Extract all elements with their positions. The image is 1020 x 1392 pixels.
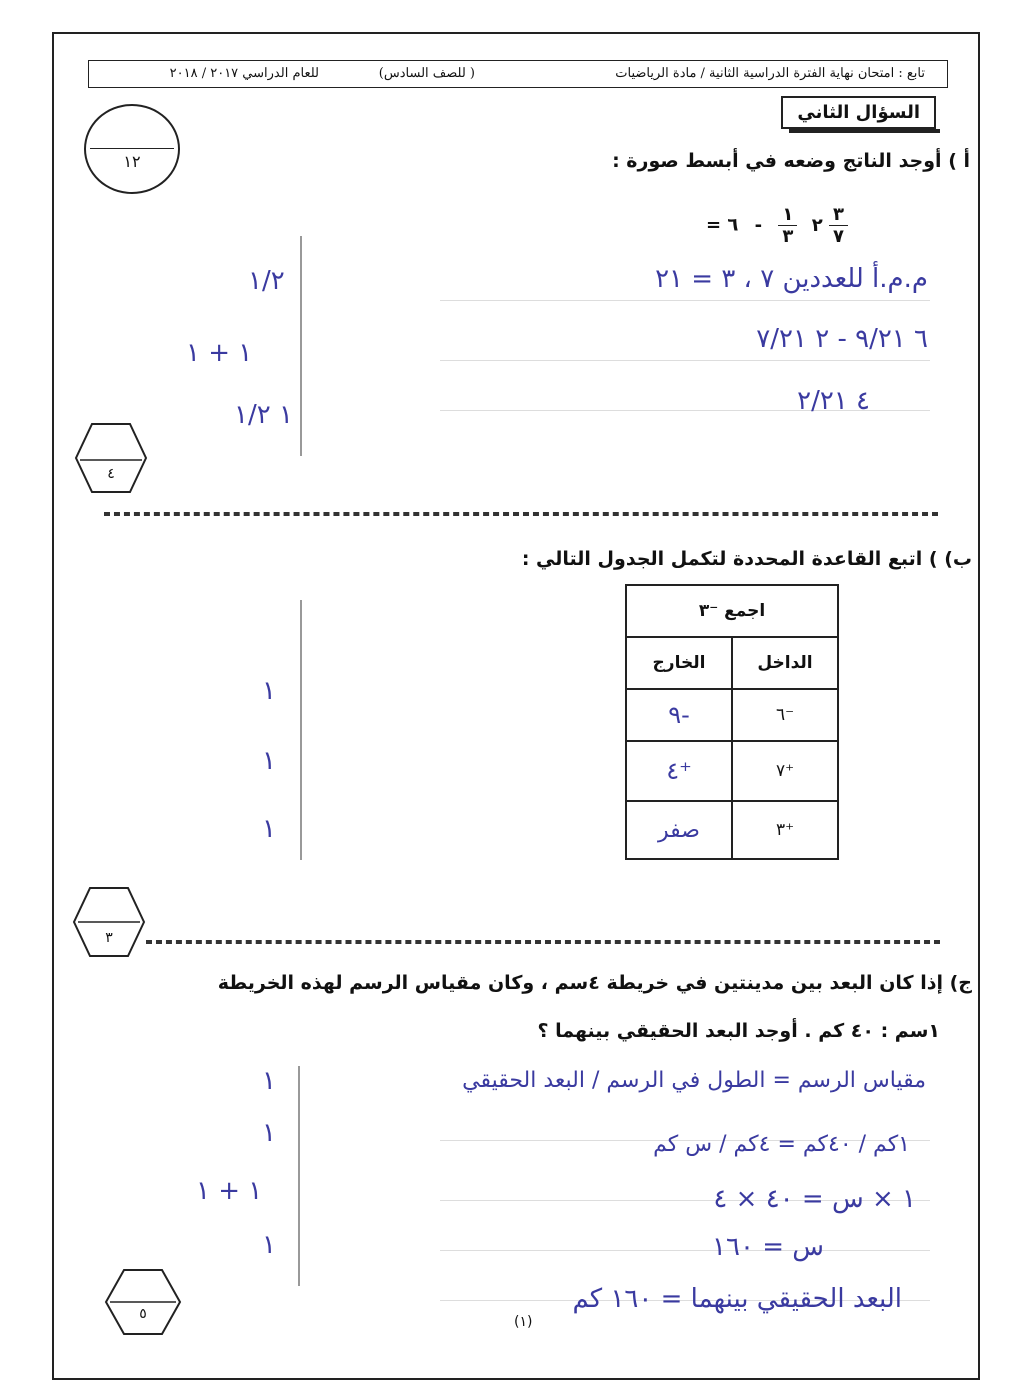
year-label: للعام الدراسي ٢٠١٧ / ٢٠١٨	[169, 66, 319, 81]
part-a-score-hexagon	[74, 422, 148, 494]
part-a-mark-2: ١ + ١	[186, 338, 253, 368]
part-c-mark-2: ١	[262, 1118, 276, 1148]
footnote-mark: (١)	[514, 1314, 533, 1330]
part-c-answer-1: مقياس الرسم = الطول في الرسم / البعد الحقيقي	[462, 1068, 926, 1093]
part-a-mark-1: ١/٢	[248, 266, 285, 296]
margin-line-c	[298, 1066, 300, 1286]
col-in-header: الداخل	[732, 637, 838, 689]
separator-2	[146, 940, 940, 944]
part-c-answer-5: البعد الحقيقي بينهما = ١٦٠ كم	[572, 1284, 902, 1314]
question-title: السؤال الثاني	[781, 96, 936, 129]
separator-1	[104, 512, 938, 516]
col-out-header: الخارج	[626, 637, 732, 689]
total-score-circle	[84, 104, 180, 194]
part-a-answer-3: ٤ ٢/٢١	[797, 386, 870, 416]
part-b-mark-3: ١	[262, 814, 276, 844]
margin-line-a	[300, 236, 302, 456]
part-c-score-hexagon	[104, 1268, 182, 1336]
margin-line-b	[300, 600, 302, 860]
part-b-prompt: ب) ) اتبع القاعدة المحددة لتكمل الجدول التالي :	[521, 548, 972, 570]
part-c-answer-3: ١ × س = ٤٠ × ٤	[713, 1184, 916, 1214]
part-c-prompt-2: ١سم : ٤٠ كم . أوجد البعد الحقيقي بينهما ؟	[537, 1020, 940, 1042]
part-a-score: ٤	[107, 466, 115, 482]
exam-header	[88, 60, 948, 88]
exam-title: تابع : امتحان نهاية الفترة الدراسية الثانية / مادة الرياضيات	[615, 66, 925, 81]
rule-header: اجمع ⁻٣	[626, 585, 838, 637]
part-c-prompt: ج) إذا كان البعد بين مدينتين في خريطة ٤سم ، وكان مقياس الرسم لهذه الخريطة	[217, 972, 972, 994]
part-c-label: ج)	[949, 972, 972, 994]
part-a-mark-3: ١ ١/٢	[234, 400, 293, 430]
part-c-score: ٥	[139, 1306, 147, 1322]
total-score: ١٢	[123, 152, 141, 171]
part-b-mark-2: ١	[262, 746, 276, 776]
part-b-score: ٣	[105, 930, 113, 946]
grade-label: ( للصف السادس)	[378, 66, 475, 81]
part-c-answer-4: س = ١٦٠	[712, 1232, 824, 1262]
table-row: ⁺٣ صفر	[626, 801, 838, 859]
part-c-mark-1: ١	[262, 1066, 276, 1096]
part-a-prompt: أ ) أوجد الناتج وضعه في أبسط صورة :	[612, 150, 970, 172]
part-c-mark-4: ١	[262, 1230, 276, 1260]
part-b-mark-1: ١	[262, 676, 276, 706]
part-c-answer-2: ١كم / ٤٠كم = ٤كم / س كم	[653, 1132, 910, 1157]
table-row: ⁻٦ -٩	[626, 689, 838, 741]
part-a-label: أ )	[948, 150, 970, 172]
part-a-answer-2: ٦ ٩/٢١ - ٢ ٧/٢١	[756, 324, 928, 354]
rule-table	[625, 584, 839, 860]
part-c-mark-3: ١ + ١	[196, 1176, 263, 1206]
part-a-answer-1: م.م.أ للعددين ٧ ، ٣ = ٢١	[655, 264, 928, 294]
part-b-score-hexagon	[72, 886, 146, 958]
table-row: ⁺٧ ⁺٤	[626, 741, 838, 801]
part-b-label: ب) )	[928, 548, 972, 570]
part-a-expression: = ٢ $\frac{١}{٣}$ - ٦ $\frac{٣}{٧}$	[706, 204, 848, 247]
